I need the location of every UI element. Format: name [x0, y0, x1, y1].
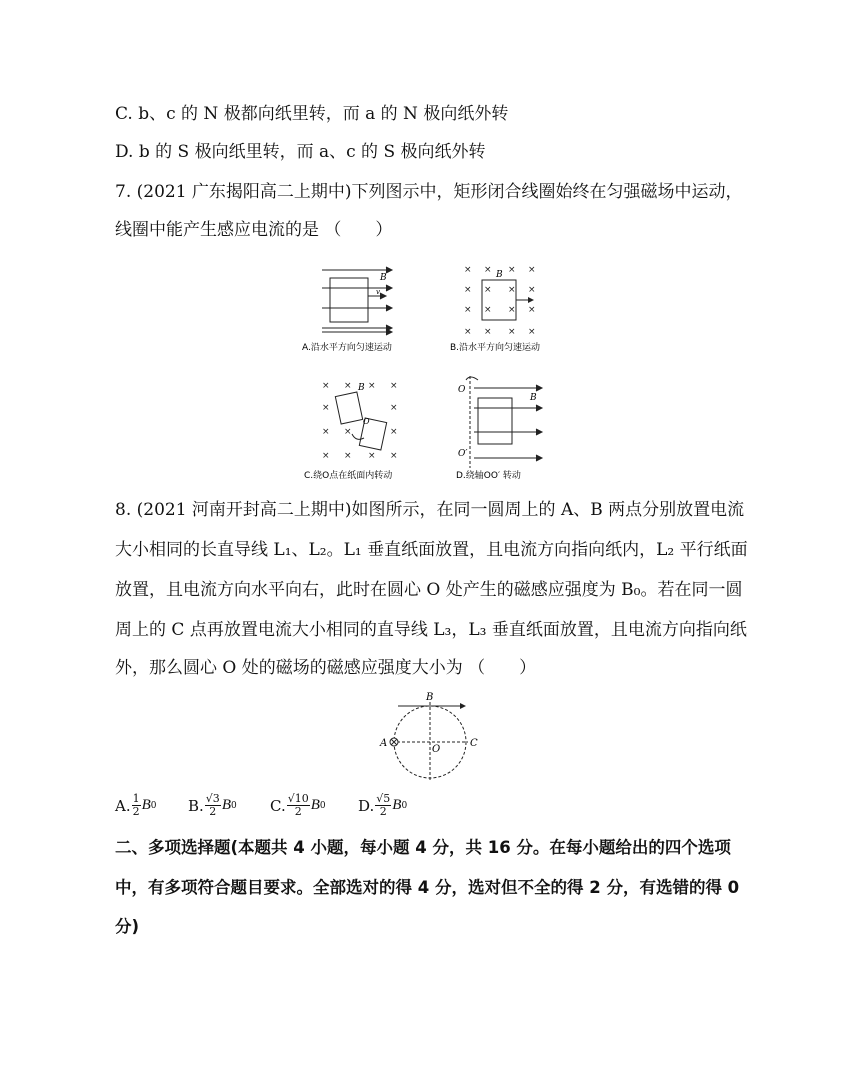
q8-option-c[interactable]: C. $\frac{√10}{2}$ B 0 — [270, 792, 326, 818]
question-8-line1: 8. (2021 河南开封高二上期中)如图所示，在同一圆周上的 A、B 两点分别放置电流 — [115, 500, 745, 520]
section-2-heading-line1: 二、多项选择题(本题共 4 小题，每小题 4 分，共 16 分。在每小题给出的四个选项 — [115, 838, 731, 857]
svg-text:×: × — [528, 285, 536, 295]
option-c-prefix: C. — [270, 796, 286, 815]
q7c-B-label: B — [358, 383, 365, 393]
q7-figure-b — [448, 258, 568, 358]
svg-text:×: × — [322, 427, 330, 437]
question-7-line2: 线圈中能产生感应电流的是 （ ） — [115, 220, 393, 240]
svg-text:×: × — [368, 381, 376, 391]
option-a-prefix: A. — [115, 796, 131, 815]
option-a-unit: B — [141, 797, 151, 813]
svg-text:×: × — [484, 305, 492, 315]
option-b-prefix: B. — [188, 796, 204, 815]
question-8-line3: 放置，且电流方向水平向右，此时在圆心 O 处产生的磁感应强度为 B₀。若在同一圆 — [115, 580, 743, 600]
q7c-caption: C.绕O点在纸面内转动 — [304, 471, 393, 481]
q8-O-label: O — [432, 744, 441, 755]
svg-text:×: × — [508, 265, 516, 275]
svg-text:×: × — [390, 403, 398, 413]
question-8-line4: 周上的 C 点再放置电流大小相同的直导线 L₃，L₃ 垂直纸面放置，且电流方向指向纸 — [115, 620, 747, 640]
q7d-O-prime-label: O′ — [458, 449, 468, 459]
svg-text:×: × — [322, 451, 330, 461]
option-d-fraction: $\frac{√5}{2}$ — [376, 792, 391, 818]
q8-C-label: C — [470, 738, 478, 749]
svg-text:×: × — [344, 427, 352, 437]
section-2-heading-line2: 中，有多项符合题目要求。全部选对的得 4 分，选对但不全的得 2 分，有选错的得 0 — [115, 878, 740, 897]
option-c-fraction: $\frac{√10}{2}$ — [287, 792, 309, 818]
option-d-unit: B — [392, 797, 402, 813]
svg-text:×: × — [368, 451, 376, 461]
q7d-B-label: B — [530, 393, 537, 403]
q7a-B-label: B — [380, 273, 387, 283]
svg-text:×: × — [528, 327, 536, 337]
q7c-O-label: O — [363, 417, 370, 426]
svg-text:×: × — [484, 265, 492, 275]
q8-A-label: A — [380, 738, 388, 749]
option-c-text: C. b、c 的 N 极都向纸里转，而 a 的 N 极向纸外转 — [115, 104, 509, 124]
svg-text:×: × — [508, 305, 516, 315]
svg-text:×: × — [322, 403, 330, 413]
q7-figure-a — [300, 258, 410, 358]
svg-text:×: × — [464, 305, 472, 315]
question-7-line1: 7. (2021 广东揭阳高二上期中)下列图示中，矩形闭合线圈始终在匀强磁场中运动， — [115, 182, 743, 202]
svg-text:×: × — [464, 327, 472, 337]
svg-text:×: × — [508, 327, 516, 337]
q7d-O-label: O — [458, 385, 466, 395]
section-2-heading-line3: 分) — [115, 917, 140, 936]
question-8-line5: 外，那么圆心 O 处的磁场的磁感应强度大小为 （ ） — [115, 658, 537, 678]
q8-figure — [374, 688, 494, 782]
q8-option-a[interactable]: A. $\frac{1}{2}$ B 0 — [115, 792, 157, 818]
option-b-fraction: $\frac{√3}{2}$ — [205, 792, 220, 818]
q7a-v-label: v — [376, 288, 380, 296]
q7b-B-label: B — [496, 270, 503, 280]
option-b-unit: B — [221, 797, 231, 813]
svg-text:×: × — [484, 327, 492, 337]
svg-text:×: × — [390, 451, 398, 461]
svg-text:×: × — [508, 285, 516, 295]
svg-text:×: × — [528, 265, 536, 275]
q7d-caption: D.绕轴OO′ 转动 — [456, 471, 521, 481]
q7-figure-d — [448, 372, 558, 482]
option-d-prefix: D. — [358, 796, 375, 815]
option-d-text: D. b 的 S 极向纸里转，而 a、c 的 S 极向纸外转 — [115, 142, 486, 162]
svg-text:×: × — [322, 381, 330, 391]
svg-text:×: × — [390, 381, 398, 391]
svg-text:×: × — [344, 451, 352, 461]
option-c-unit: B — [310, 797, 320, 813]
svg-text:×: × — [464, 265, 472, 275]
q7a-caption: A.沿水平方向匀速运动 — [302, 343, 392, 353]
option-a-fraction: $\frac{1}{2}$ — [132, 792, 140, 818]
svg-text:×: × — [528, 305, 536, 315]
q8-option-b[interactable]: B. $\frac{√3}{2}$ B 0 — [188, 792, 237, 818]
svg-text:×: × — [484, 285, 492, 295]
svg-text:×: × — [344, 381, 352, 391]
question-8-line2: 大小相同的长直导线 L₁、L₂。L₁ 垂直纸面放置，且电流方向指向纸内，L₂ 平行纸面 — [115, 540, 748, 560]
svg-text:×: × — [390, 427, 398, 437]
svg-text:×: × — [464, 285, 472, 295]
q8-B-label: B — [426, 692, 434, 703]
q7-figure-c — [300, 372, 410, 482]
q7b-caption: B.沿水平方向匀速运动 — [450, 343, 541, 353]
q8-option-d[interactable]: D. $\frac{√5}{2}$ B 0 — [358, 792, 408, 818]
